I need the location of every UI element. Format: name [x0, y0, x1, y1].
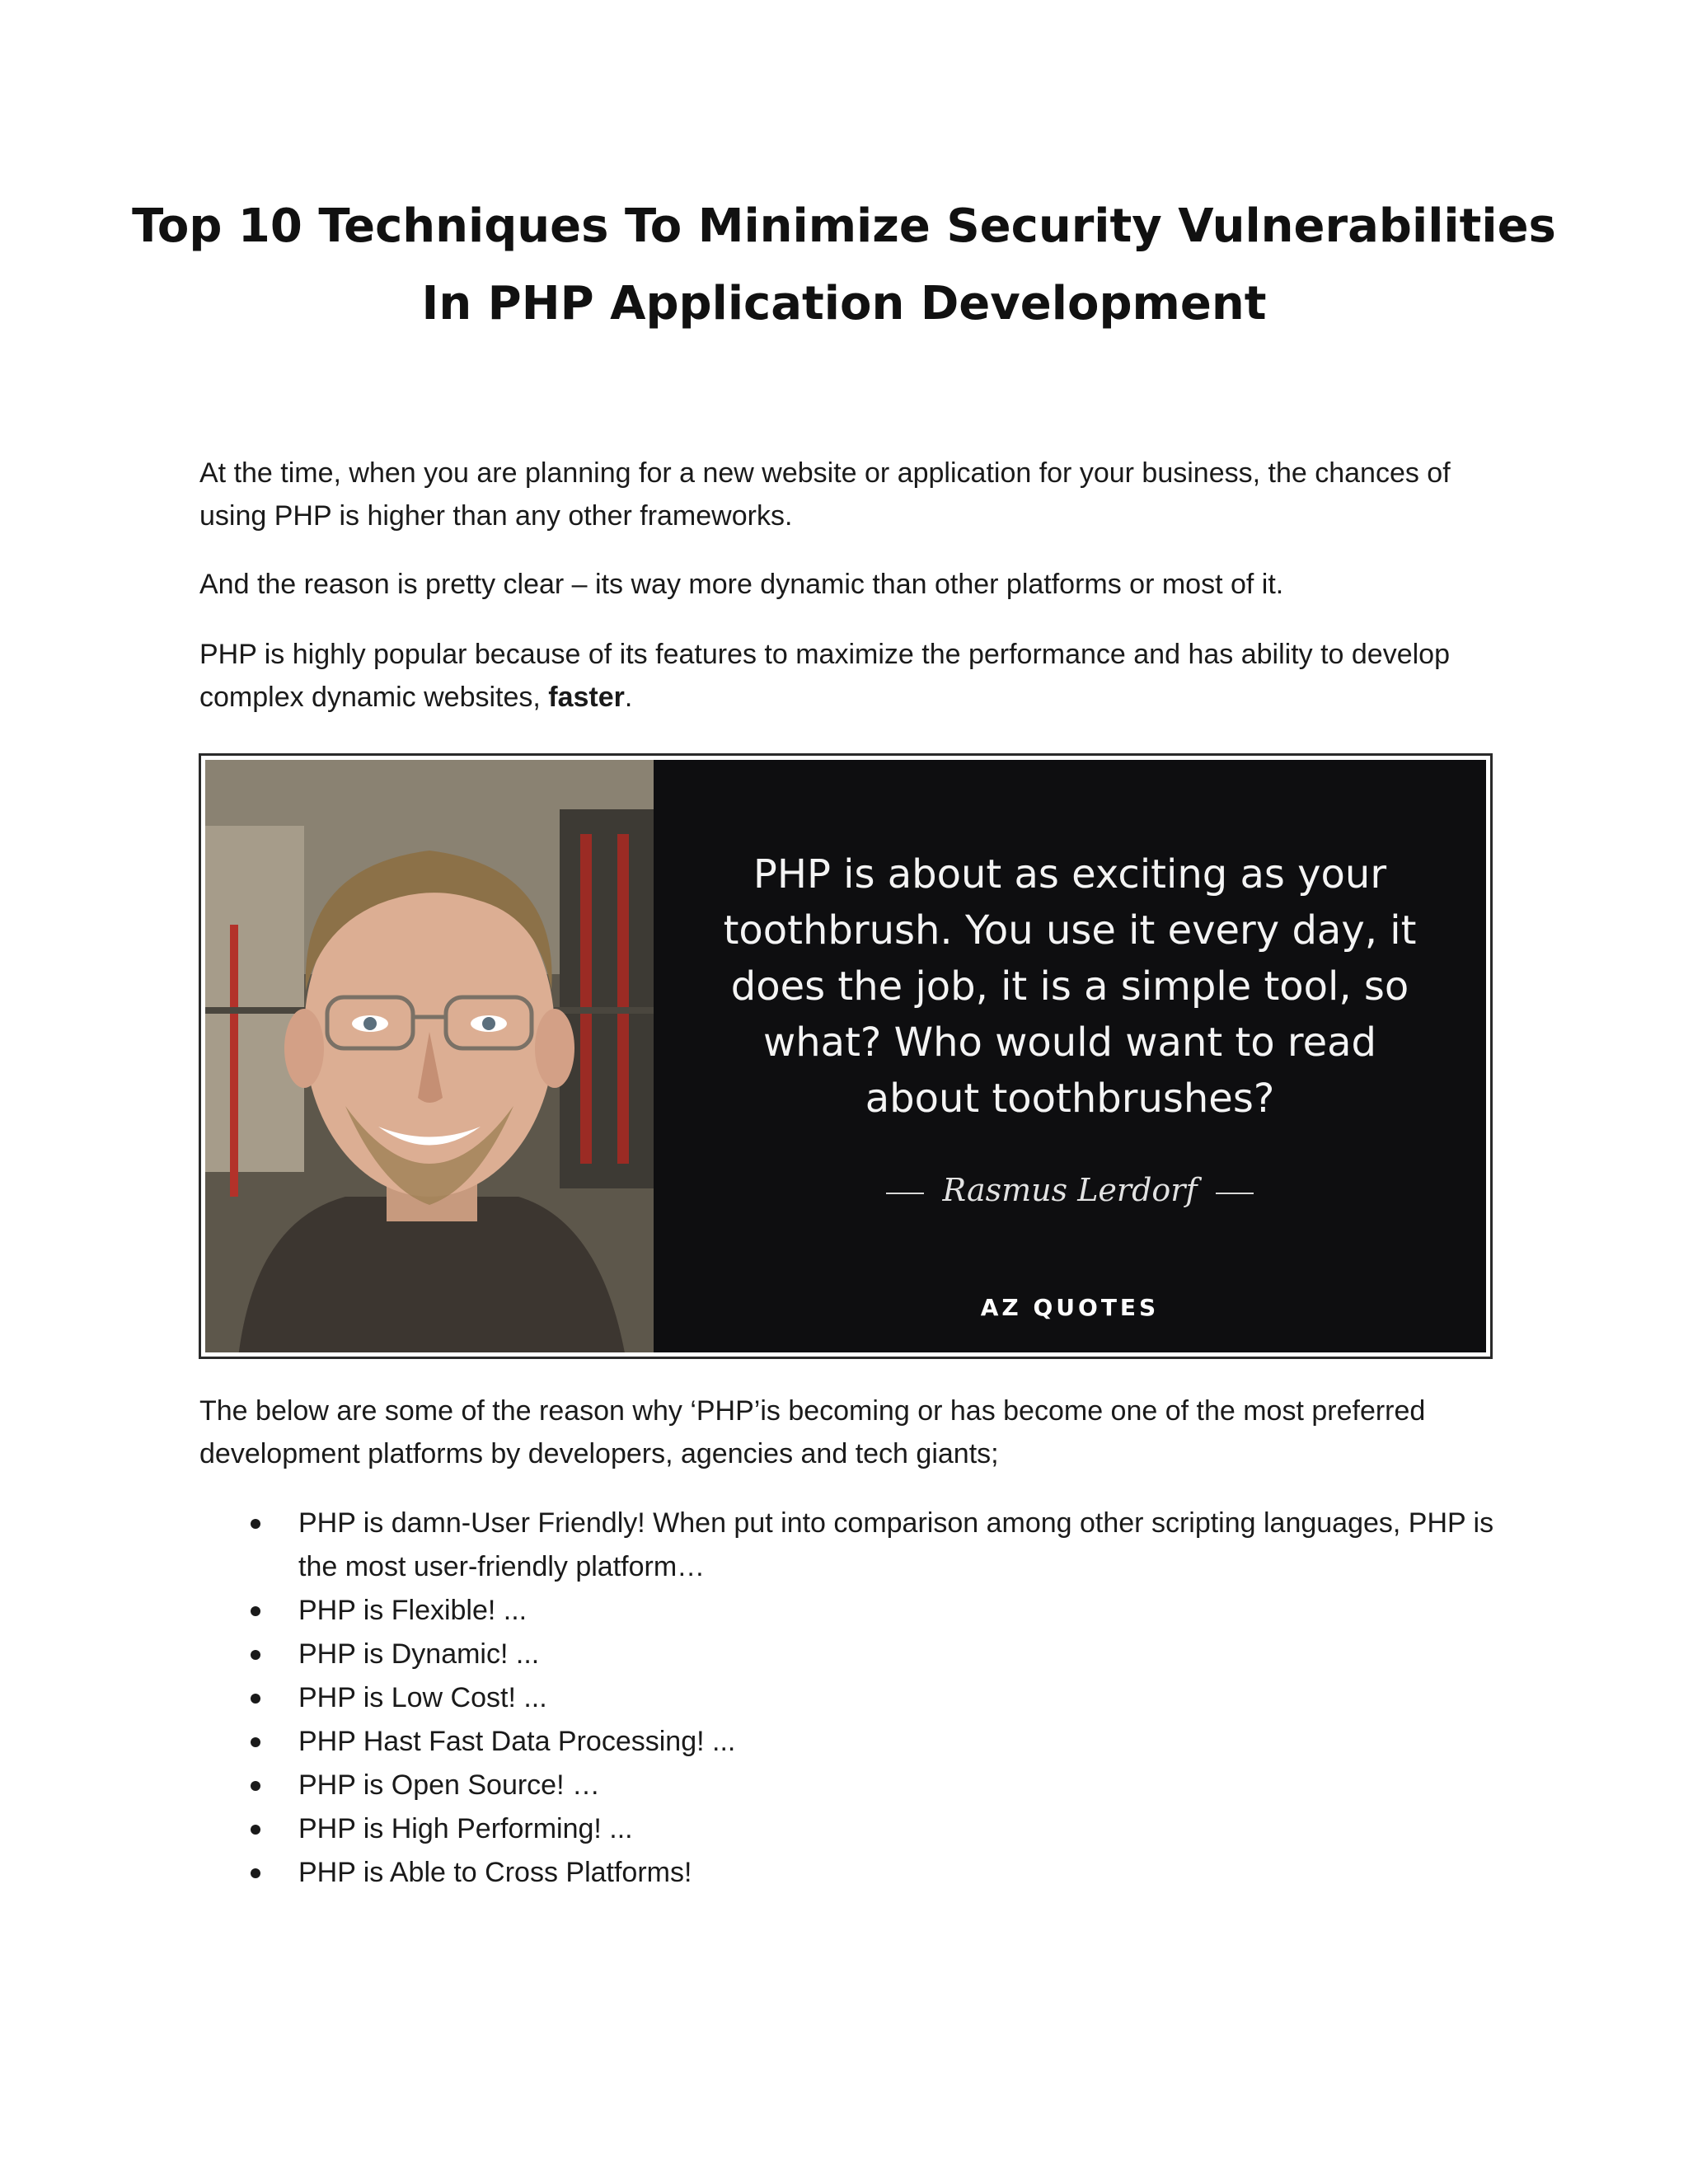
- quote-panel: [654, 760, 1486, 1352]
- reason-paragraph: And the reason is pretty clear – its way more dynamic than other platforms or most of it.: [199, 569, 1284, 600]
- portrait-illustration: [205, 760, 654, 1352]
- quote-line: does the job, it is a simple tool, so: [730, 963, 1409, 1010]
- reasons-list: [199, 1502, 1502, 1895]
- page-title: [0, 188, 1688, 343]
- quote-text: [654, 846, 1486, 1127]
- quote-figure: [199, 753, 1493, 1359]
- list-item: PHP is Able to Cross Platforms!: [199, 1851, 1502, 1895]
- list-item: PHP is Dynamic! ...: [199, 1633, 1502, 1676]
- az-quotes-logo: AZ QUOTES: [980, 1294, 1160, 1321]
- quote-image: [205, 760, 1486, 1352]
- popularity-bold-word: faster: [548, 682, 625, 713]
- popularity-paragraph: [199, 633, 1502, 719]
- author-dash-right: [1216, 1193, 1254, 1194]
- quote-line: about toothbrushes?: [865, 1076, 1275, 1122]
- author-name: Rasmus Lerdorf: [942, 1172, 1198, 1208]
- intro-paragraph: At the time, when you are planning for a new website or application for your business, the chances of using PHP is higher than any other frameworks.: [199, 457, 1451, 532]
- list-item: PHP is damn-User Friendly! When put into comparison among other scripting languages, PHP is the most user-friendly platform…: [199, 1502, 1502, 1589]
- list-item: PHP is Low Cost! ...: [199, 1676, 1502, 1720]
- list-item: PHP Hast Fast Data Processing! ...: [199, 1720, 1502, 1764]
- popularity-end: .: [624, 682, 633, 713]
- list-item: PHP is High Performing! ...: [199, 1807, 1502, 1851]
- title-line-2: In PHP Application Development: [421, 277, 1267, 330]
- author-dash-left: [886, 1193, 924, 1194]
- list-item: PHP is Flexible! ...: [199, 1589, 1502, 1633]
- quote-line: what? Who would want to read: [763, 1019, 1376, 1066]
- title-line-1: Top 10 Techniques To Minimize Security Vulnerabilities: [132, 199, 1556, 253]
- quote-line: toothbrush. You use it every day, it: [723, 907, 1417, 954]
- list-item: PHP is Open Source! …: [199, 1764, 1502, 1807]
- quote-author: [654, 1172, 1486, 1208]
- quote-line: PHP is about as exciting as your: [753, 851, 1387, 898]
- portrait-photo: [205, 760, 654, 1352]
- popularity-text: PHP is highly popular because of its features to maximize the performance and has ability to develop complex dynamic websites,: [199, 639, 1450, 713]
- list-intro-paragraph: The below are some of the reason why ‘PHP’is becoming or has become one of the most preferred development platforms by developers, agencies and tech giants;: [199, 1395, 1426, 1469]
